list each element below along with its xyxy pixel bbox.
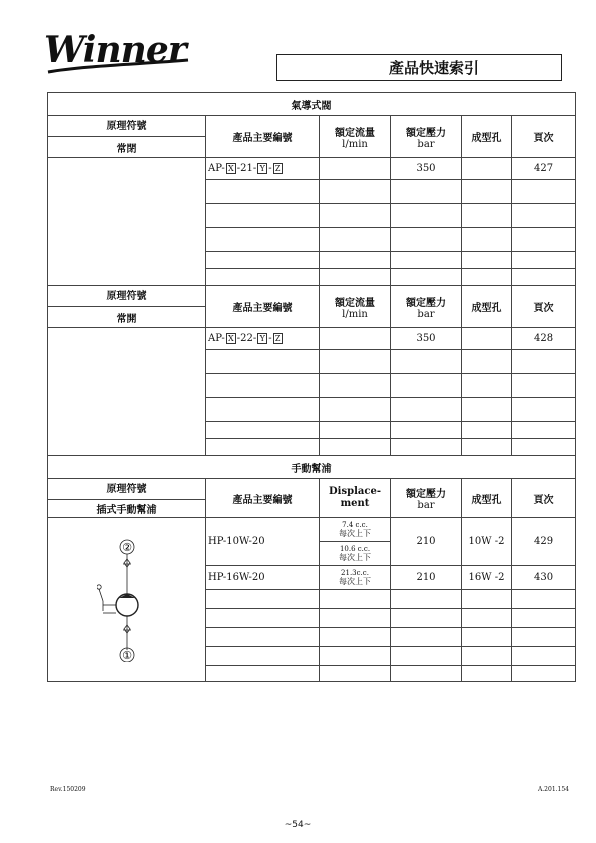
displacement-cell: 21.3c.c. 每次上下	[320, 566, 391, 590]
flow-header: 額定流量 l/min	[320, 116, 391, 158]
displacement-cell: 10.6 c.c. 每次上下	[320, 542, 391, 566]
page-header: 頁次	[512, 479, 576, 518]
model-header: 產品主要編號	[206, 286, 320, 328]
header-row	[48, 286, 576, 307]
page-title: 產品快速索引	[388, 59, 479, 77]
pressure-cell: 210	[391, 518, 462, 566]
cavity-cell	[462, 328, 512, 350]
section-title-hand-pump: 手動幫浦	[48, 456, 576, 479]
pressure-header: 額定壓力 bar	[391, 116, 462, 158]
table-row	[48, 518, 576, 542]
model-header: 產品主要編號	[206, 479, 320, 518]
displacement-cell: 7.4 c.c. 每次上下	[320, 518, 391, 542]
pressure-cell: 350	[391, 328, 462, 350]
page-cell: 428	[512, 328, 576, 350]
pressure-cell: 350	[391, 158, 462, 180]
revision-code: Rev.150209	[50, 786, 86, 793]
model-code: AP- X -21- Y - Z	[206, 158, 320, 180]
symbol-header: 原理符號	[48, 479, 206, 500]
symbol-subheader-cartridge-pump: 插式手動幫浦	[48, 500, 206, 518]
cavity-header: 成型孔	[462, 479, 512, 518]
table-row	[48, 158, 576, 180]
symbol-header: 原理符號	[48, 286, 206, 307]
document-code: A.201.154	[537, 786, 569, 793]
model-code: HP-10W-20	[206, 518, 320, 566]
page-cell: 427	[512, 158, 576, 180]
model-code: AP- X -22- Y - Z	[206, 328, 320, 350]
cavity-cell: 16W -2	[462, 566, 512, 590]
header-row	[48, 116, 576, 137]
symbol-cell	[48, 518, 206, 682]
header-row	[48, 479, 576, 500]
table-row	[48, 328, 576, 350]
page-cell: 429	[512, 518, 576, 566]
pressure-header: 額定壓力 bar	[391, 479, 462, 518]
symbol-cell	[48, 328, 206, 456]
flow-cell	[320, 158, 391, 180]
logo-text: Winner	[44, 29, 186, 71]
symbol-subheader-nc: 常閉	[48, 137, 206, 158]
model-code: HP-16W-20	[206, 566, 320, 590]
port-label-2: ②	[121, 541, 132, 554]
page-header: 頁次	[512, 286, 576, 328]
section-title-row	[48, 456, 576, 479]
pressure-cell: 210	[391, 566, 462, 590]
pneumatic-valve-table	[47, 92, 576, 682]
flow-header: 額定流量 l/min	[320, 286, 391, 328]
cavity-cell	[462, 158, 512, 180]
displacement-header: Displace-ment	[320, 479, 391, 518]
cavity-header: 成型孔	[462, 116, 512, 158]
symbol-header: 原理符號	[48, 116, 206, 137]
cavity-cell: 10W -2	[462, 518, 512, 566]
section-title-pneumatic: 氣導式閥	[48, 93, 576, 116]
page-header: 頁次	[512, 116, 576, 158]
symbol-cell	[48, 158, 206, 286]
symbol-subheader-no: 常開	[48, 307, 206, 328]
cavity-header: 成型孔	[462, 286, 512, 328]
page-title-box	[276, 54, 562, 81]
winner-logo	[42, 20, 192, 82]
port-label-1: ①	[121, 649, 132, 662]
hand-pump-symbol	[97, 537, 157, 662]
page-cell: 430	[512, 566, 576, 590]
flow-cell	[320, 328, 391, 350]
page-number: ~54~	[284, 820, 312, 830]
model-header: 產品主要編號	[206, 116, 320, 158]
section-title-row	[48, 93, 576, 116]
pressure-header: 額定壓力 bar	[391, 286, 462, 328]
